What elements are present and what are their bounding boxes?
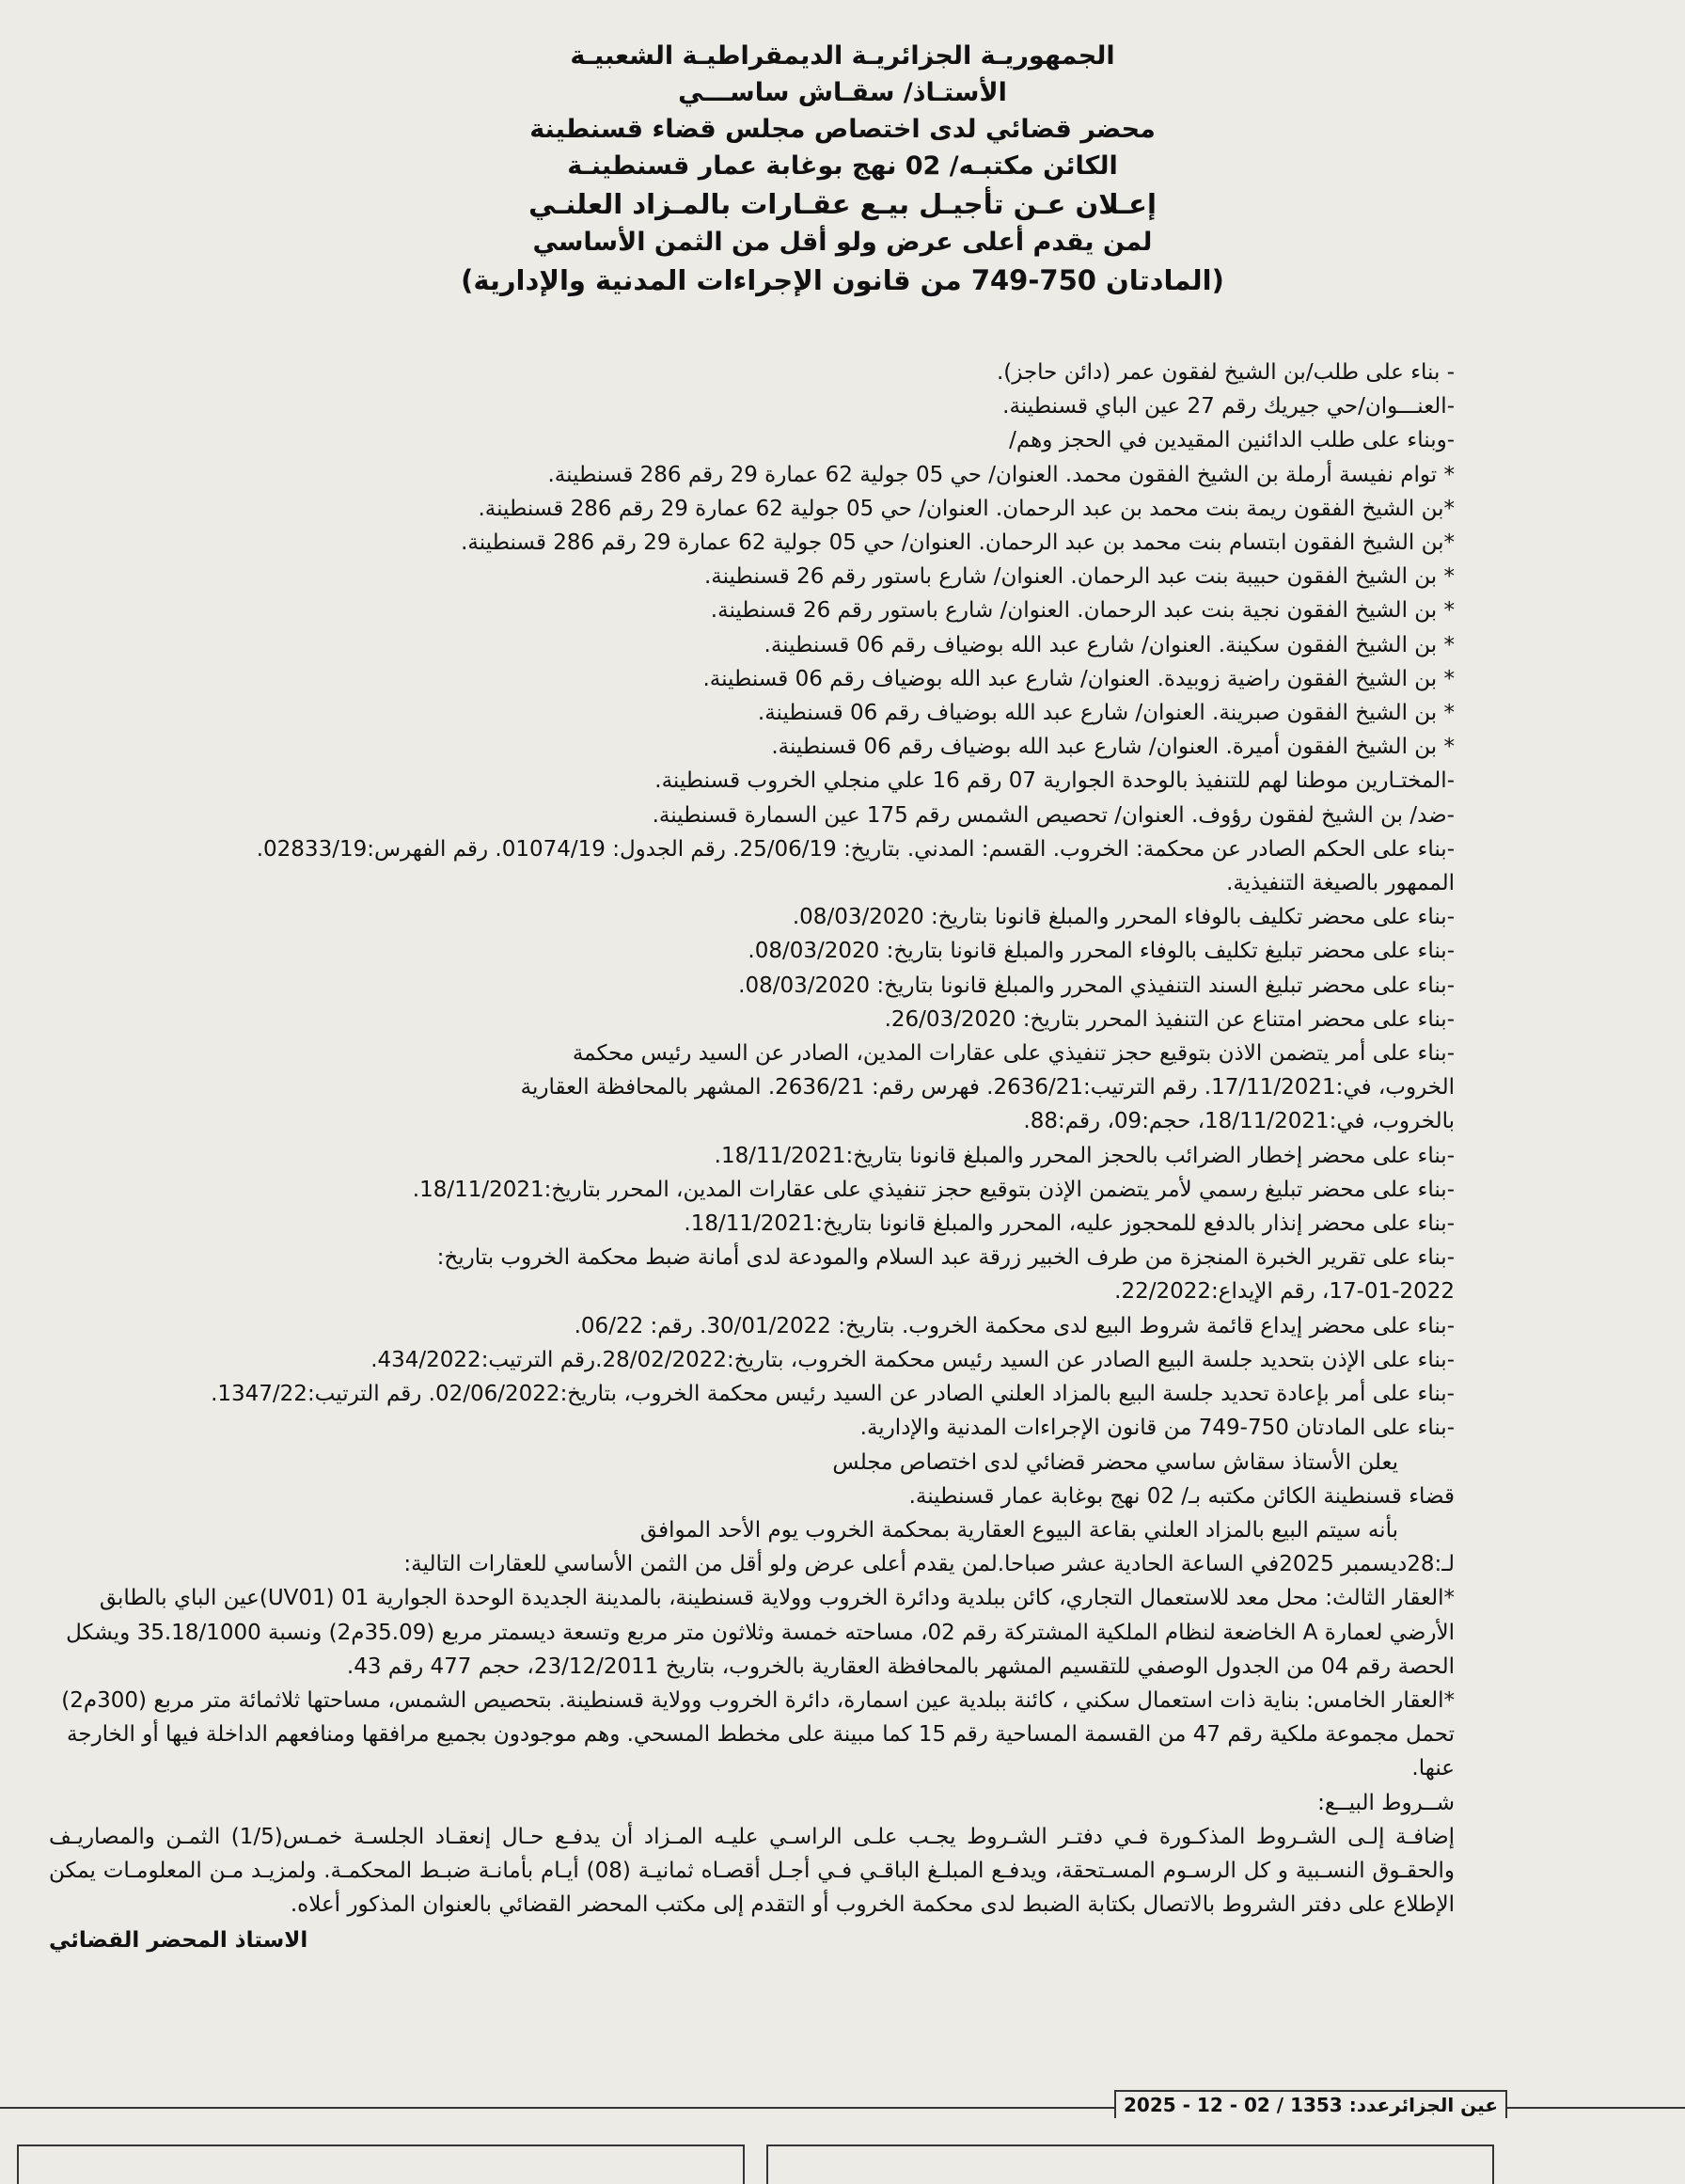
body-line: * بن الشيخ الفقون راضية زوبيدة. العنوان/ شارع عبد الله بوضياف رقم 06 قسنطينة. — [702, 666, 1455, 691]
body-line: -وبناء على طلب الدائنين المقيدين في الحجز وهم/ — [1009, 428, 1455, 453]
body-line: -بناء على محضر تبليغ السند التنفيذي المحرر والمبلغ قانونا بتاريخ: 08/03/2020. — [738, 973, 1455, 998]
body-line: بالخروب، في:18/11/2021، حجم:09، رقم:88. — [1023, 1109, 1455, 1134]
body-line: -بناء على محضر إيداع قائمة شروط البيع لدى محكمة الخروب. بتاريخ: 30/01/2022. رقم: 06/22. — [574, 1313, 1455, 1338]
sale-conditions-heading: شــروط البيــع: — [1317, 1790, 1455, 1815]
body-line: * بن الشيخ الفقون سكينة. العنوان/ شارع عبد الله بوضياف رقم 06 قسنطينة. — [764, 632, 1455, 657]
body-line: 17-01-2022، رقم الإيداع:22/2022. — [1114, 1279, 1455, 1305]
notice-header — [0, 38, 1685, 300]
publication-reference: عين الجزائرعدد: 1353 / 02 - 12 - 2025 — [1114, 2090, 1507, 2118]
body-line: -بناء على محضر تكليف بالوفاء المحرر والمبلغ قانونا بتاريخ: 08/03/2020. — [792, 905, 1455, 930]
body-line: *بن الشيخ الفقون ريمة بنت محمد بن عبد الرحمان. العنوان/ حي 05 جولية 62 عمارة 29 رقم 286 قسنطينة. — [478, 496, 1455, 521]
body-line: -ضد/ بن الشيخ لفقون رؤوف. العنوان/ تحصيص الشمس رقم 175 عين السمارة قسنطينة. — [652, 802, 1455, 828]
body-line: -بناء على محضر تبليغ تكليف بالوفاء المحرر والمبلغ قانونا بتاريخ: 08/03/2020. — [748, 939, 1455, 964]
body-line: الممهور بالصيغة التنفيذية. — [1226, 871, 1455, 896]
body-line: -المختـارين موطنا لهم للتنفيذ بالوحدة الجوارية 07 رقم 16 علي منجلي الخروب قسنطينة. — [654, 768, 1455, 794]
body-line: -بناء على محضر تبليغ رسمي لأمر يتضمن الإذن بتوقيع حجز تنفيذي على عقارات المدين، المحرر بتاريخ:18/11/2021. — [412, 1177, 1455, 1202]
body-line: الخروب، في:17/11/2021. رقم الترتيب:2636/21. فهرس رقم: 2636/21. المشهر بالمحافظة العقارية — [520, 1075, 1455, 1100]
header-line-bailiff-title: محضر قضائي لدى اختصاص مجلس قضاء قسنطينة — [529, 115, 1156, 144]
body-line: - بناء على طلب/بن الشيخ لفقون عمر (دائن حاجز). — [996, 360, 1455, 385]
header-line-highest-bid: لمن يقدم أعلى عرض ولو أقل من الثمن الأساسي — [532, 228, 1153, 257]
body-line: * توام نفيسة أرملة بن الشيخ الفقون محمد. العنوان/ حي 05 جولية 62 عمارة 29 رقم 286 قسنطينة. — [547, 462, 1455, 487]
body-line: *بن الشيخ الفقون ابتسام بنت محمد بن عبد الرحمان. العنوان/ حي 05 جولية 62 عمارة 29 رقم 286 قسنطينة. — [461, 530, 1455, 556]
header-line-republic: الجمهوريـة الجزائريـة الديمقراطيـة الشعبيـة — [570, 41, 1115, 71]
body-line: * بن الشيخ الفقون صبرينة. العنوان/ شارع عبد الله بوضياف رقم 06 قسنطينة. — [757, 701, 1455, 726]
body-line: لـ:28ديسمبر 2025في الساعة الحادية عشر صباحا.لمن يقدم أعلى عرض ولو أقل من الثمن الأساسي للعقارات التالية: — [403, 1552, 1455, 1577]
header-line-bailiff-name: الأستـاذ/ سقـاش ساســـي — [678, 78, 1007, 107]
header-line-articles: (المادتان 750-749 من قانون الإجراءات المدنية والإدارية) — [461, 264, 1224, 296]
notice-body — [49, 356, 1455, 1958]
body-line: -بناء على محضر إنذار بالدفع للمحجوز عليه، المحرر والمبلغ قانونا بتاريخ:18/11/2021. — [684, 1211, 1455, 1237]
body-line: -بناء على المادتان 750-749 من قانون الإجراءات المدنية والإدارية. — [859, 1416, 1455, 1441]
header-line-announcement: إعـلان عـن تأجيـل بيـع عقـارات بالمـزاد العلنـي — [528, 188, 1157, 220]
body-line: * بن الشيخ الفقون أميرة. العنوان/ شارع عبد الله بوضياف رقم 06 قسنطينة. — [771, 735, 1455, 760]
next-notice-box-right — [766, 2144, 1494, 2184]
body-line: -بناء على الحكم الصادر عن محكمة: الخروب. القسم: المدني. بتاريخ: 25/06/19. رقم الجدول: 01074/19. رقم الفهرس:02833/19. — [256, 836, 1455, 862]
body-line: -بناء على تقرير الخبرة المنجزة من طرف الخبير زرقة عبد السلام والمودعة لدى أمانة ضبط محكمة الخروب بتاريخ: — [436, 1245, 1455, 1271]
body-line: -بناء على محضر امتناع عن التنفيذ المحرر بتاريخ: 26/03/2020. — [884, 1006, 1455, 1032]
body-line: * بن الشيخ الفقون نجية بنت عبد الرحمان. العنوان/ شارع باستور رقم 26 قسنطينة. — [710, 598, 1455, 624]
body-line: -بناء على أمر بإعادة تحديد جلسة البيع بالمزاد العلني الصادر عن السيد رئيس محكمة الخروب، بتاريخ:02/06/2022. رقم الترتيب:1347/22. — [211, 1382, 1455, 1407]
signature: الاستاذ المحضر القضائي — [49, 1928, 308, 1954]
next-notice-box-left — [17, 2144, 745, 2184]
body-line: بأنه سيتم البيع بالمزاد العلني بقاعة البيوع العقارية بمحكمة الخروب يوم الأحد الموافق — [639, 1517, 1398, 1543]
body-line: -بناء على أمر يتضمن الاذن بتوقيع حجز تنفيذي على عقارات المدين، الصادر عن السيد رئيس محكمة — [572, 1041, 1455, 1067]
sale-conditions-text: إضافـة إلـى الشـروط المذكـورة فـي دفتـر الشـروط يجـب علـى الراسـي عليـه المـزاد أن يدفـع حـال إنعقـاد الجلسـة خمـس(1/5) الثمـن والمصاريـف والحقـوق النسـبية و كل الرسـوم المسـتحقة، ويدفـع المبلـغ الباقـي فـي أجـل أقصـاه ثمانيـة (08) أيـام بأمانـة ضبـط المحكمـة. ولمزيـد مـن المعلومـات يمكن الإطلاع على دفتر الشروط بالاتصال بكتابة الضبط لدى محكمة الخروب أو التقدم إلى مكتب المحضر القضائي بالعنوان المذكور أعلاه. — [49, 1824, 1455, 1918]
body-line: -بناء على الإذن بتحديد جلسة البيع الصادر عن السيد رئيس محكمة الخروب، بتاريخ:28/02/2022.رقم الترتيب:434/2022. — [370, 1347, 1455, 1372]
header-line-office-address: الكائن مكتبـه/ 02 نهج بوغابة عمار قسنطينـة — [567, 151, 1118, 181]
body-line: * بن الشيخ الفقون حبيبة بنت عبد الرحمان. العنوان/ شارع باستور رقم 26 قسنطينة. — [703, 564, 1455, 590]
body-line: يعلن الأستاذ سقاش ساسي محضر قضائي لدى اختصاص مجلس — [832, 1449, 1398, 1475]
body-line: -العنـــوان/حي جيريك رقم 27 عين الباي قسنطينة. — [1002, 394, 1455, 419]
property-five: *العقار الخامس: بناية ذات استعمال سكني ، كائنة ببلدية عين اسمارة، دائرة الخروب وولاية قسنطينة. بتحصيص الشمس، مساحتها ثلاثمائة متر مربع (300م2) تحمل مجموعة ملكية رقم 47 من القسمة المساحية رقم 15 كما مبينة على مخطط المسحي. وهم موجودون بجميع مرافقها ومنافعهم الداخلة فيها أو الخارجة عنها. — [61, 1687, 1455, 1781]
body-line: -بناء على محضر إخطار الضرائب بالحجز المحرر والمبلغ قانونا بتاريخ:18/11/2021. — [714, 1143, 1455, 1168]
body-line: قضاء قسنطينة الكائن مكتبه بـ/ 02 نهج بوغابة عمار قسنطينة. — [908, 1483, 1455, 1509]
property-three: *العقار الثالث: محل معد للاستعمال التجاري، كائن ببلدية ودائرة الخروب وولاية قسنطينة، بالمدينة الجديدة الوحدة الجوارية 01 (UV01)عين الباي بالطابق الأرضي لعمارة A الخاضعة لنظام الملكية المشتركة رقم 02، مساحته خمسة وثلاثون متر مربع وتسعة ديسمتر مربع (35.09م2) ونسبة 35.18/1000 ويشكل الحصة رقم 04 من الجدول الوصفي للتقسيم المشهر بالمحافظة العقارية بالخروب، بتاريخ 23/12/2011، حجم 477 رقم 43. — [66, 1586, 1455, 1679]
